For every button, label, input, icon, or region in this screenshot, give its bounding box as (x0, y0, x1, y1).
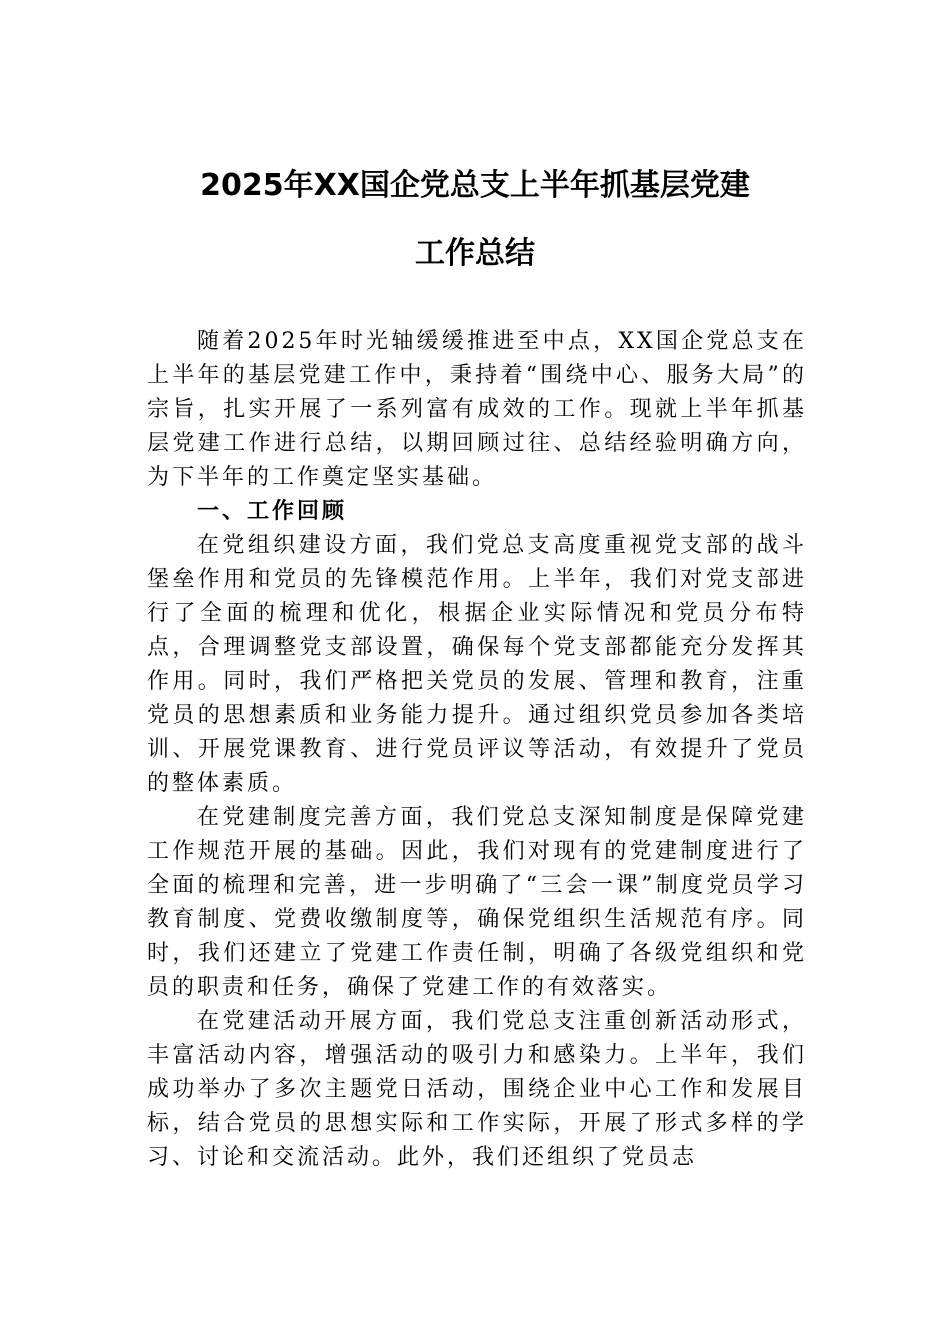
paragraph-party-organization: 在党组织建设方面，我们党总支高度重视党支部的战斗堡垒作用和党员的先锋模范作用。上半年，我们对党支部进行了全面的梳理和优化，根据企业实际情况和党员分布特点，合理调整党支部设置，确保每个党支部都能充分发挥其作用。同时，我们严格把关党员的发展、管理和教育，注重党员的思想素质和业务能力提升。通过组织党员参加各类培训、开展党课教育、进行党员评议等活动，有效提升了党员的整体素质。 (147, 533, 807, 796)
paragraph-party-system: 在党建制度完善方面，我们党总支深知制度是保障党建工作规范开展的基础。因此，我们对现有的党建制度进行了全面的梳理和完善，进一步明确了“三会一课”制度党员学习教育制度、党费收缴制度等，确保党组织生活规范有序。同时，我们还建立了党建工作责任制，明确了各级党组织和党员的职责和任务，确保了党建工作的有效落实。 (147, 805, 807, 1000)
document-body (147, 325, 807, 1175)
paragraph-party-activities: 在党建活动开展方面，我们党总支注重创新活动形式，丰富活动内容，增强活动的吸引力和感染力。上半年，我们成功举办了多次主题党日活动，围绕企业中心工作和发展目标，结合党员的思想实际和工作实际，开展了形式多样的学习、讨论和交流活动。此外，我们还组织了党员志 (147, 1009, 807, 1170)
section-heading-work-review: 一、工作回顾 (197, 499, 348, 524)
document-title-line2: 工作总结 (415, 236, 535, 271)
intro-paragraph: 随着2025年时光轴缓缓推进至中点，XX国企党总支在上半年的基层党建工作中，秉持着“围绕中心、服务大局”的宗旨，扎实开展了一系列富有成效的工作。现就上半年抓基层党建工作进行总结，以期回顾过往、总结经验明确方向，为下半年的工作奠定坚实基础。 (147, 329, 807, 490)
document-title-line1: 2025年XX国企党总支上半年抓基层党建 (200, 168, 750, 203)
